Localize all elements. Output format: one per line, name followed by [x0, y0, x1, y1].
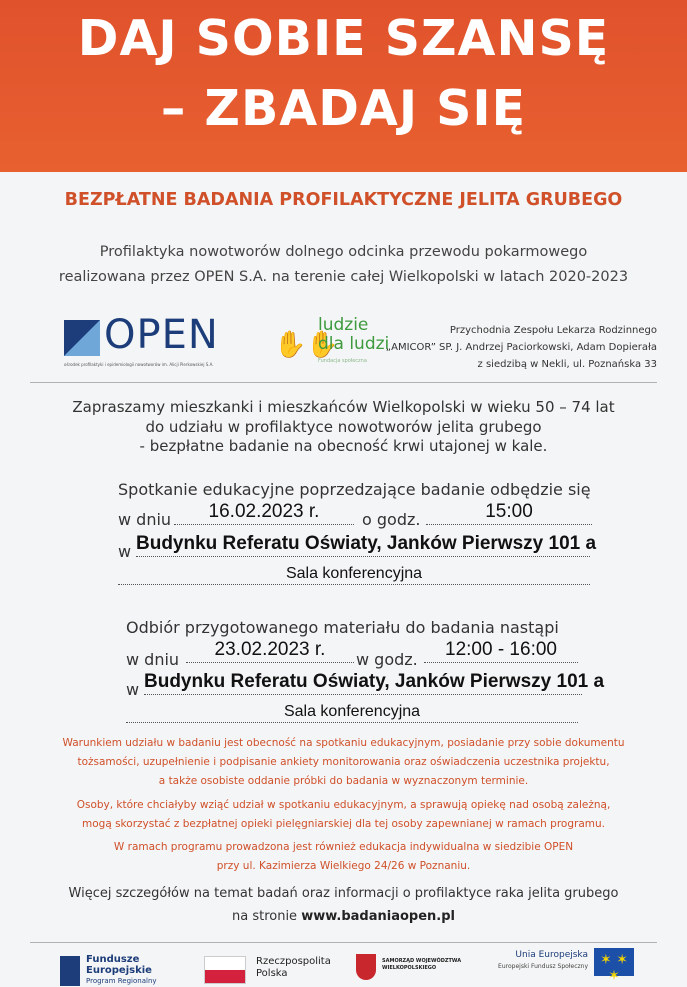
ludzie-line-2: dla ludzi — [318, 334, 390, 354]
clinic-line: „AMICOR” SP. J. Andrzej Paciorkowski, Adam Dopierała — [385, 342, 657, 353]
meeting-room: Sala konferencyjna — [285, 565, 423, 582]
ue-title: Unia Europejska — [515, 950, 588, 960]
rp-line: Rzeczpospolita — [256, 956, 331, 967]
pickup-place-field — [144, 671, 605, 695]
rp-text — [256, 956, 331, 980]
pickup-room: Sala konferencyjna — [283, 703, 421, 720]
meeting-time-field — [426, 502, 592, 525]
meeting-date: 16.02.2023 r. — [208, 501, 320, 522]
pickup-heading: Odbiór przygotowanego materiału do badania nastąpi — [126, 618, 559, 637]
invite-line: - bezpłatne badanie na obecność krwi utajonej w kale. — [139, 437, 548, 455]
clinic-line: z siedzibą w Nekli, ul. Poznańska 33 — [477, 359, 657, 370]
sw-line: WIELKOPOLSKIEGO — [382, 965, 437, 971]
open-logo — [64, 312, 236, 368]
ue-text — [498, 950, 588, 972]
pickup-room-field — [126, 700, 578, 723]
fe-line: Program Regionalny — [86, 977, 157, 985]
hands-icon: ✋✋ — [274, 330, 339, 360]
sw-line: SAMORZĄD WOJEWÓDZTWA — [382, 958, 462, 964]
meeting-place-field — [136, 533, 597, 557]
pickup-date-label: w dniu — [126, 650, 180, 669]
meeting-date-field — [174, 502, 354, 525]
meeting-date-label: w dniu — [118, 510, 172, 529]
open-tagline: ośrodek profilaktyki i epidemiologii nowotworów im. Alicji Pierkowskiej S.A. — [64, 362, 214, 367]
more-line: Więcej szczegółów na temat badań oraz informacji o profilaktyce raka jelita grubego — [68, 886, 619, 901]
invite-line: do udziału w profilaktyce nowotworów jelita grubego — [145, 417, 542, 436]
invitation-text — [0, 398, 687, 457]
sw-text — [382, 958, 461, 972]
individual-line: W ramach programu prowadzona jest również edukacja indywidualna w siedzibie OPEN — [113, 841, 574, 853]
care-text — [0, 796, 687, 834]
pickup-time-label: w godz. — [356, 650, 418, 669]
meeting-place: Budynku Referatu Oświaty, Janków Pierwszy 101 a — [136, 533, 597, 554]
rp-line: Polska — [256, 968, 288, 979]
pickup-place-label: w — [126, 680, 140, 699]
individual-text — [0, 838, 687, 876]
more-prefix: na stronie — [231, 909, 298, 924]
clinic-info — [386, 322, 657, 373]
conditions-line: Warunkiem udziału w badaniu jest obecność na spotkaniu edukacyjnym, posiadanie przy sobie dokumentu — [62, 737, 625, 749]
more-info — [0, 882, 687, 928]
ludzie-tagline: Fundacja społeczna — [318, 358, 367, 364]
eu-flag-icon: ✶ ✶ ✶ — [594, 948, 634, 976]
footer-logos — [0, 948, 687, 987]
partner-logos — [0, 312, 687, 376]
divider — [30, 942, 657, 943]
fe-line: Fundusze — [86, 954, 140, 965]
pickup-time: 12:00 - 16:00 — [445, 639, 557, 660]
invite-line: Zapraszamy mieszkanki i mieszkańców Wielkopolski w wieku 50 – 74 lat — [72, 398, 615, 416]
clinic-line: Przychodnia Zespołu Lekarza Rodzinnego — [449, 325, 657, 336]
fe-star-icon — [60, 956, 80, 986]
intro-line: Profilaktyka nowotworów dolnego odcinka przewodu pokarmowego — [99, 244, 588, 260]
conditions-line: tożsamości, uzupełnienie i podpisanie ankiety monitorowania oraz oświadczenia uczestnika projektu, — [77, 756, 610, 768]
pickup-place: Budynku Referatu Oświaty, Janków Pierwszy 101 a — [144, 671, 605, 692]
open-mark-icon — [64, 320, 100, 356]
conditions-line: a także osobiste oddanie próbki do badania w wyznaczonym terminie. — [158, 775, 529, 787]
ludzie-line-1: ludzie — [318, 315, 369, 335]
pickup-time-field — [424, 640, 578, 663]
pickup-date-field — [186, 640, 354, 663]
meeting-time-label: o godz. — [362, 510, 421, 529]
header-banner — [0, 0, 687, 172]
meeting-place-label: w — [118, 542, 132, 561]
subtitle: BEZPŁATNE BADANIA PROFILAKTYCZNE JELITA GRUBEGO — [64, 190, 623, 210]
care-line: Osoby, które chciałyby wziąć udział w spotkaniu edukacyjnym, a sprawują opiekę nad osobą zależną, — [76, 799, 611, 811]
headline-line-2: – ZBADAJ SIĘ — [160, 80, 527, 137]
fe-line: Europejskie — [86, 965, 152, 976]
meeting-time: 15:00 — [485, 501, 533, 522]
meeting-room-field — [118, 562, 590, 585]
intro-line: realizowana przez OPEN S.A. na terenie całej Wielkopolski w latach 2020-2023 — [58, 269, 629, 285]
care-line: mogą skorzystać z bezpłatnej opieki pielęgniarskiej dla tej osoby zapewnianej w ramach programu. — [82, 818, 605, 830]
conditions-text — [0, 734, 687, 791]
meeting-heading: Spotkanie edukacyjne poprzedzające badanie odbędzie się — [118, 480, 591, 499]
divider — [30, 382, 657, 383]
pickup-date: 23.02.2023 r. — [214, 639, 326, 660]
poland-flag-icon — [204, 956, 246, 984]
individual-line: przy ul. Kazimierza Wielkiego 24/26 w Poznaniu. — [216, 860, 471, 872]
eagle-crest-icon — [356, 954, 376, 980]
open-logo-text: OPEN — [104, 312, 219, 358]
headline-line-1: DAJ SOBIE SZANSĘ — [77, 10, 610, 67]
intro-text — [0, 240, 687, 290]
website-link[interactable]: www.badaniaopen.pl — [301, 909, 455, 924]
ue-sub: Europejski Fundusz Społeczny — [498, 963, 588, 970]
